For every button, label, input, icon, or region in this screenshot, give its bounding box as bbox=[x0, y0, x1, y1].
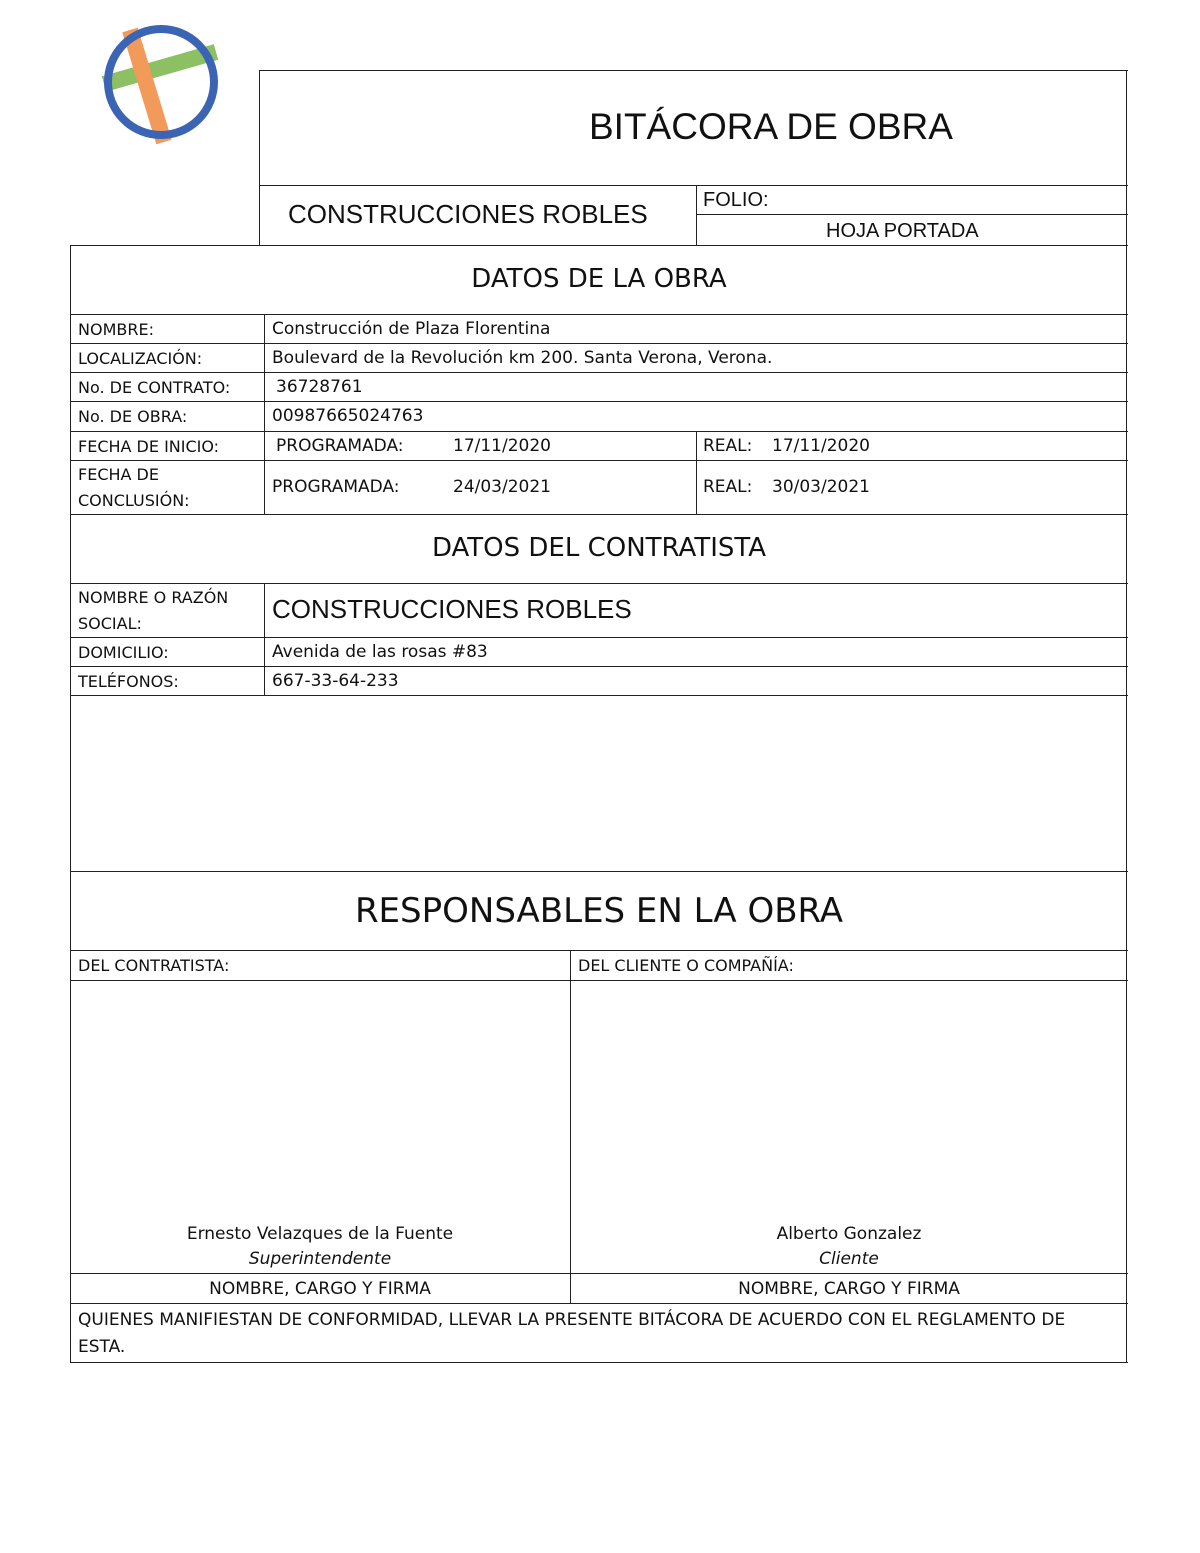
logo-green-stroke bbox=[104, 52, 216, 84]
contratista-responsable-role: Superintendente bbox=[248, 1249, 392, 1269]
razon-social-label-line2: SOCIAL: bbox=[78, 614, 142, 633]
fecha-conclusion-label-line2: CONCLUSIÓN: bbox=[78, 491, 190, 510]
company-logo bbox=[100, 22, 222, 144]
firma-label-left: NOMBRE, CARGO Y FIRMA bbox=[209, 1279, 431, 1299]
document-title: BITÁCORA DE OBRA bbox=[589, 106, 953, 147]
nombre-obra-value: Construcción de Plaza Florentina bbox=[272, 319, 551, 339]
telefonos-value: 667-33-64-233 bbox=[272, 671, 399, 691]
inicio-programada-label: PROGRAMADA: bbox=[276, 436, 404, 456]
conclusion-real-value: 30/03/2021 bbox=[772, 477, 870, 497]
conformidad-text-line2: ESTA. bbox=[78, 1337, 126, 1357]
inicio-real-value: 17/11/2020 bbox=[772, 436, 870, 456]
razon-social-value: CONSTRUCCIONES ROBLES bbox=[272, 594, 632, 624]
inicio-programada-value: 17/11/2020 bbox=[453, 436, 551, 456]
cliente-responsable-name: Alberto Gonzalez bbox=[776, 1224, 922, 1244]
razon-social-label-line1: NOMBRE O RAZÓN bbox=[78, 588, 229, 607]
fecha-conclusion-label-line1: FECHA DE bbox=[78, 465, 159, 484]
folio-label: FOLIO: bbox=[703, 189, 769, 211]
numero-obra-value: 00987665024763 bbox=[272, 406, 424, 426]
conclusion-programada-value: 24/03/2021 bbox=[453, 477, 551, 497]
responsables-section-title: RESPONSABLES EN LA OBRA bbox=[354, 891, 844, 931]
header-company-name: CONSTRUCCIONES ROBLES bbox=[288, 199, 648, 229]
domicilio-label: DOMICILIO: bbox=[78, 643, 169, 662]
contrato-value: 36728761 bbox=[276, 377, 363, 397]
fecha-inicio-label: FECHA DE INICIO: bbox=[78, 437, 220, 456]
nombre-obra-label: NOMBRE: bbox=[78, 320, 154, 339]
del-contratista-label: DEL CONTRATISTA: bbox=[78, 956, 230, 975]
contrato-label: No. DE CONTRATO: bbox=[78, 378, 231, 397]
localizacion-label: LOCALIZACIÓN: bbox=[78, 349, 203, 368]
conclusion-real-label: REAL: bbox=[703, 477, 753, 497]
conformidad-text-line1: QUIENES MANIFIESTAN DE CONFORMIDAD, LLEVAR LA PRESENTE BITÁCORA DE ACUERDO CON EL REGLAMENTO DE bbox=[78, 1310, 1066, 1330]
sheet-label: HOJA PORTADA bbox=[826, 220, 979, 242]
obra-section-title: DATOS DE LA OBRA bbox=[471, 264, 727, 294]
del-cliente-label: DEL CLIENTE O COMPAÑÍA: bbox=[578, 956, 794, 975]
contratista-responsable-name: Ernesto Velazques de la Fuente bbox=[186, 1224, 454, 1244]
domicilio-value: Avenida de las rosas #83 bbox=[272, 642, 488, 662]
numero-obra-label: No. DE OBRA: bbox=[78, 407, 188, 426]
conclusion-programada-label: PROGRAMADA: bbox=[272, 477, 400, 497]
telefonos-label: TELÉFONOS: bbox=[78, 672, 179, 691]
inicio-real-label: REAL: bbox=[703, 436, 753, 456]
cliente-responsable-role: Cliente bbox=[819, 1249, 879, 1269]
localizacion-value: Boulevard de la Revolución km 200. Santa Verona, Verona. bbox=[272, 348, 773, 368]
firma-label-right: NOMBRE, CARGO Y FIRMA bbox=[738, 1279, 960, 1299]
contratista-section-title: DATOS DEL CONTRATISTA bbox=[431, 533, 767, 563]
